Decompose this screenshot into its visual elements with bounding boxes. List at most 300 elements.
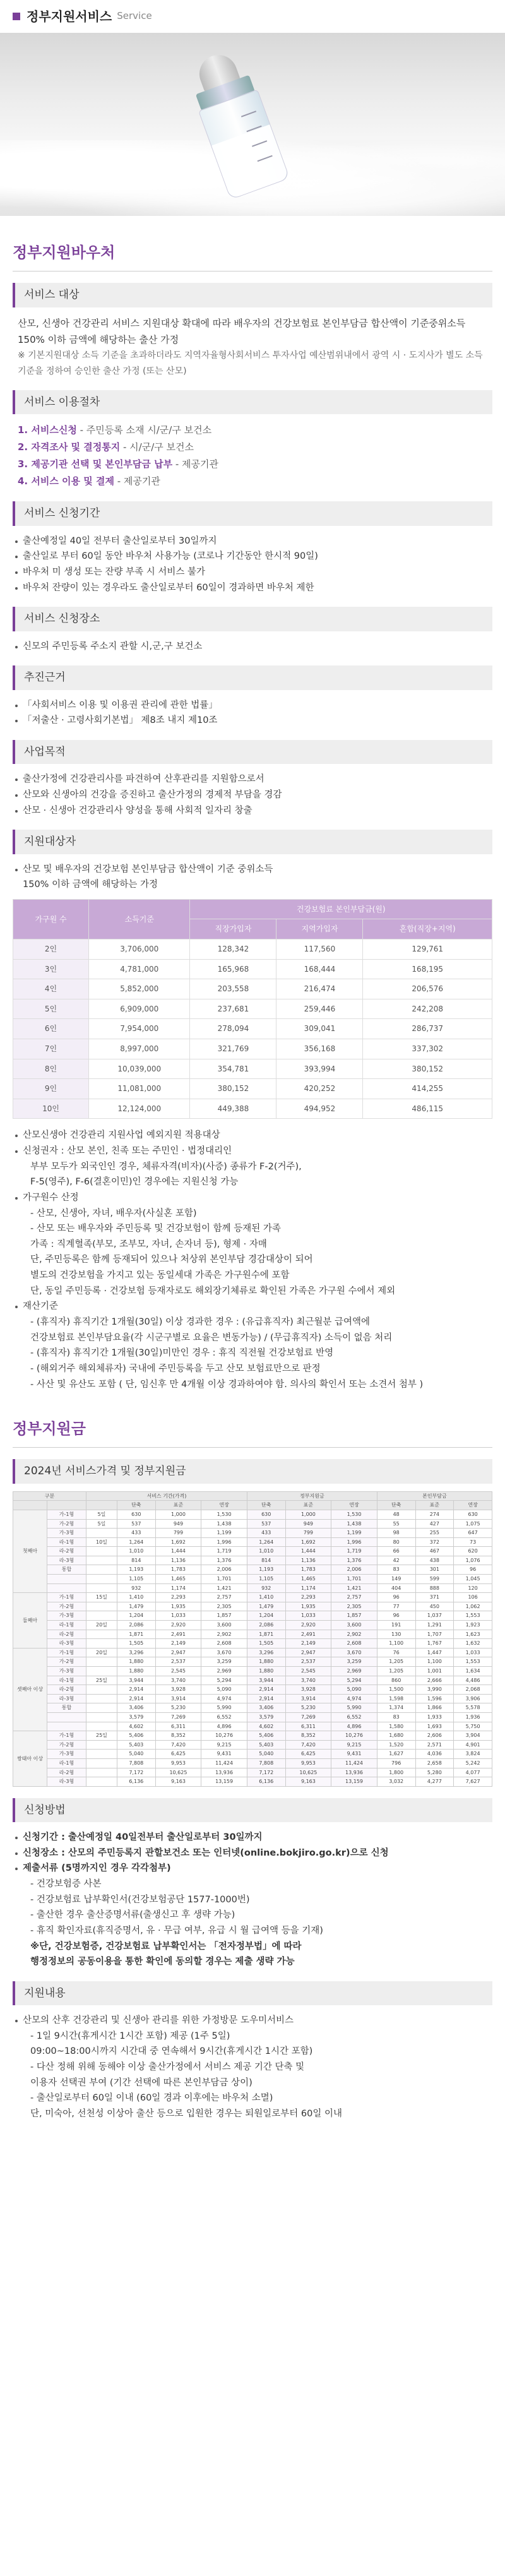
price-cell: 3,600 [201,1621,247,1630]
self-cell: 1,923 [454,1621,492,1630]
gov-cell: 3,740 [285,1676,331,1685]
price-level [47,1583,86,1593]
price-row [13,1639,492,1649]
price-row [13,1519,492,1529]
table-cell: 8,997,000 [89,1039,190,1059]
price-row [13,1685,492,1695]
price-days [86,1556,117,1565]
price-cell: 6,311 [155,1722,201,1731]
price-cell: 10,625 [155,1768,201,1777]
self-cell: 191 [377,1621,415,1630]
subsidy-section-title: 정부지원금 [13,1417,492,1448]
price-days [86,1639,117,1649]
self-cell: 5,750 [454,1722,492,1731]
self-cell: 1,866 [415,1703,454,1713]
price-days [86,1529,117,1538]
self-cell: 2,666 [415,1676,454,1685]
self-cell: 48 [377,1510,415,1519]
self-cell: 83 [377,1712,415,1722]
gov-cell: 433 [247,1529,285,1538]
price-cell: 2,537 [155,1657,201,1667]
price-days [86,1565,117,1575]
price-level: 라-1형 [47,1758,86,1768]
price-days [86,1583,117,1593]
gov-cell: 6,136 [247,1777,285,1787]
gov-cell: 3,600 [331,1621,377,1630]
list-item: 바우처 잔량이 있는 경우라도 출산일로부터 60일이 경과하면 바우처 제한 [15,580,487,596]
period-title: 서비스 신청기간 [13,501,492,525]
price-cell: 3,296 [117,1648,155,1657]
gov-cell: 2,902 [331,1630,377,1639]
self-cell: 1,680 [377,1731,415,1741]
price-row [13,1740,492,1750]
procedure-steps [13,422,492,490]
gov-cell: 6,311 [285,1722,331,1731]
note-item: 건강보험료 본인부담요율(각 시군구별로 요율은 변동가능) / (무급휴직자) 소득이 없음 처리 [30,1332,393,1343]
procedure-section [13,390,492,490]
note-item: 단, 주민등록은 함께 등재되어 있으나 처상위 본인부담 경감대상이 되어 [30,1255,313,1265]
table-cell: 486,115 [363,1099,492,1119]
price-table [13,1491,492,1787]
table-row [13,1079,492,1099]
price-days: 25일 [86,1731,117,1741]
gov-cell: 537 [247,1519,285,1529]
price-cell: 1,880 [117,1667,155,1676]
note-item: ※단, 건강보험증, 건강보험료 납부확인서는 「전자정부법」에 따라 [30,1941,302,1952]
gov-cell: 3,928 [285,1685,331,1695]
self-cell: 467 [415,1547,454,1556]
self-cell: 3,032 [377,1777,415,1787]
self-cell: 427 [415,1519,454,1529]
gov-cell: 5,294 [331,1676,377,1685]
table-cell: 206,576 [363,979,492,999]
price-cell: 1,136 [155,1556,201,1565]
self-cell: 1,627 [377,1750,415,1759]
note-item: 별도의 건강보험을 가지고 있는 동일세대 가족은 가구원수에 포함 [30,1270,290,1281]
procedure-step [18,473,487,490]
table-cell: 420,252 [276,1079,363,1099]
list-item: 출산일로 부터 60일 동안 바우처 사용가능 (코로나 기간동안 한시적 90일) [15,549,487,564]
gov-cell: 3,579 [247,1712,285,1722]
price-cell: 2,491 [155,1630,201,1639]
support-title: 지원내용 [13,1981,492,2005]
price-subhead: 연장 [454,1501,492,1510]
gov-cell: 2,006 [331,1565,377,1575]
price-row [13,1621,492,1630]
gov-cell: 1,174 [285,1583,331,1593]
self-cell: 42 [377,1556,415,1565]
note-item: - 건강보험증 사본 [30,1879,102,1889]
table-cell: 414,255 [363,1079,492,1099]
purpose-list [13,772,492,818]
table-cell: 354,781 [190,1059,276,1079]
gov-cell: 1,871 [247,1630,285,1639]
voucher-section-title: 정부지원바우처 [13,241,492,271]
price-cell: 814 [117,1556,155,1565]
price-cell: 9,953 [155,1758,201,1768]
note-item: 신청장소 : 산모의 주민등록지 관할보건소 또는 인터넷(online.bokjiro.go.kr)으로 신청 [15,1846,487,1861]
price-group: 셋째아 이상 [13,1648,47,1731]
note-item: 가구원수 산정 [15,1190,487,1206]
price-level: 라-3형 [47,1639,86,1649]
note-item: 단, 미숙아, 선천성 이상아 출산 등으로 입원한 경우는 퇴원일로부터 60일 이내 [30,2109,342,2120]
gov-cell: 1,421 [331,1583,377,1593]
self-cell: 4,486 [454,1676,492,1685]
self-cell: 4,277 [415,1777,454,1787]
price-cell: 1,719 [201,1547,247,1556]
price-cell: 7,808 [117,1758,155,1768]
eligible-notes [13,1128,492,1392]
price-days: 20일 [86,1648,117,1657]
gov-cell: 2,537 [285,1657,331,1667]
price-row [13,1758,492,1768]
gov-cell: 1,204 [247,1611,285,1621]
self-cell: 130 [377,1630,415,1639]
price-cell: 2,608 [201,1639,247,1649]
gov-cell: 13,159 [331,1777,377,1787]
place-section [13,607,492,654]
table-row [13,1059,492,1079]
table-cell: 337,302 [363,1039,492,1059]
gov-cell: 5,990 [331,1703,377,1713]
col-workplace: 직장가입자 [190,919,276,939]
table-cell: 203,558 [190,979,276,999]
header-subtitle: Service [117,10,152,22]
self-cell: 620 [454,1547,492,1556]
self-cell: 1,075 [454,1519,492,1529]
self-cell: 73 [454,1537,492,1547]
note-item: 행정정보의 공동이용을 통한 확인에 동의할 경우는 제출 생략 가능 [30,1957,295,1967]
gov-cell: 9,163 [285,1777,331,1787]
gov-cell: 2,914 [247,1694,285,1703]
eligible-intro-2: 150% 이하 금액에 해당하는 가정 [23,880,158,890]
table-cell: 168,195 [363,959,492,979]
price-cell: 1,505 [117,1639,155,1649]
price-cell: 3,406 [117,1703,155,1713]
table-cell: 10인 [13,1099,89,1119]
step-value: - 시/군/구 보건소 [120,441,194,453]
note-item: 이용자 선택권 부여 (기간 선택에 따른 본인부담금 상이) [30,2077,252,2088]
price-days [86,1602,117,1611]
price-cell: 2,914 [117,1694,155,1703]
place-title: 서비스 신청장소 [13,607,492,631]
list-item: 출산예정일 40일 전부터 출산일로부터 30일까지 [15,534,487,549]
self-cell: 301 [415,1565,454,1575]
price-level: 가-3형 [47,1611,86,1621]
self-cell: 1,447 [415,1648,454,1657]
price-row [13,1547,492,1556]
self-cell: 80 [377,1537,415,1547]
price-col-self: 본인부담금 [377,1491,492,1501]
self-cell: 55 [377,1519,415,1529]
step-value: - 주민등록 소재 시/군/구 보건소 [76,424,212,436]
price-row [13,1529,492,1538]
gov-cell: 1,010 [247,1547,285,1556]
table-cell: 380,152 [190,1079,276,1099]
price-subhead: 단축 [247,1501,285,1510]
self-cell: 1,500 [377,1685,415,1695]
price-cell: 1,421 [201,1583,247,1593]
table-cell: 2인 [13,939,89,959]
price-cell: 2,757 [201,1593,247,1602]
price-cell: 1,871 [117,1630,155,1639]
gov-cell: 5,230 [285,1703,331,1713]
price-row [13,1593,492,1602]
table-cell: 128,342 [190,939,276,959]
price-subhead-blank [13,1501,47,1510]
table-cell: 168,444 [276,959,363,979]
self-cell: 98 [377,1529,415,1538]
price-cell: 1,199 [201,1529,247,1538]
price-days [86,1750,117,1759]
self-cell: 3,990 [415,1685,454,1695]
price-subhead: 연장 [331,1501,377,1510]
price-level: 가-1형 [47,1510,86,1519]
price-col-type: 구분 [13,1491,86,1501]
price-cell: 4,896 [201,1722,247,1731]
note-item: - (해외거주 해외체류자) 국내에 주민등록을 두고 산모 보험료만으로 판정 [30,1363,321,1374]
note-item: - 출산일로부터 60일 이내 (60일 경과 이후에는 바우처 소멸) [30,2093,273,2104]
price-cell: 1,264 [117,1537,155,1547]
purpose-section [13,740,492,818]
price-cell: 1,193 [117,1565,155,1575]
gov-cell: 1,033 [285,1611,331,1621]
apply-section [13,1798,492,1970]
gov-cell: 7,172 [247,1768,285,1777]
price-cell: 1,935 [155,1602,201,1611]
self-cell: 96 [377,1611,415,1621]
price-subhead: 표준 [415,1501,454,1510]
gov-cell: 1,692 [285,1537,331,1547]
price-row [13,1602,492,1611]
self-cell: 4,077 [454,1768,492,1777]
self-cell: 888 [415,1583,454,1593]
procedure-title: 서비스 이용절차 [13,390,492,414]
price-cell: 13,159 [201,1777,247,1787]
self-cell: 5,242 [454,1758,492,1768]
table-row [13,939,492,959]
table-cell: 393,994 [276,1059,363,1079]
self-cell: 1,100 [377,1639,415,1649]
table-cell: 9인 [13,1079,89,1099]
gov-cell: 2,149 [285,1639,331,1649]
price-cell: 1,783 [155,1565,201,1575]
price-cell: 7,420 [155,1740,201,1750]
self-cell: 3,906 [454,1694,492,1703]
price-cell: 1,444 [155,1547,201,1556]
price-cell: 1,465 [155,1575,201,1584]
table-cell: 278,094 [190,1019,276,1039]
self-cell: 1,596 [415,1694,454,1703]
note-item: - 다산 정해 위해 동해야 이상 출산가정에서 서비스 제공 기간 단축 및 [30,2062,305,2073]
self-cell: 1,623 [454,1630,492,1639]
self-cell: 1,598 [377,1694,415,1703]
price-level: 가-3형 [47,1529,86,1538]
self-cell: 1,520 [377,1740,415,1750]
price-cell: 932 [117,1583,155,1593]
self-cell: 149 [377,1575,415,1584]
self-cell: 66 [377,1547,415,1556]
self-cell: 1,553 [454,1611,492,1621]
gov-cell: 9,953 [285,1758,331,1768]
price-cell: 1,692 [155,1537,201,1547]
price-cell: 3,944 [117,1676,155,1685]
price-row [13,1583,492,1593]
gov-cell: 2,086 [247,1621,285,1630]
price-cell: 1,033 [155,1611,201,1621]
price-days: 10일 [86,1537,117,1547]
price-row [13,1768,492,1777]
hero-image-baby-bottle [0,33,505,216]
price-days: 5일 [86,1510,117,1519]
procedure-step [18,439,487,456]
price-level: 라-3형 [47,1694,86,1703]
price-cell: 5,403 [117,1740,155,1750]
self-cell: 404 [377,1583,415,1593]
note-item: 재산기준 [15,1299,487,1315]
price-cell: 3,670 [201,1648,247,1657]
self-cell: 1,580 [377,1722,415,1731]
table-cell: 10,039,000 [89,1059,190,1079]
price-cell: 8,352 [155,1731,201,1741]
self-cell: 2,658 [415,1758,454,1768]
gov-cell: 1,479 [247,1602,285,1611]
price-days [86,1703,117,1713]
self-cell: 77 [377,1602,415,1611]
price-subhead-days [86,1501,117,1510]
gov-cell: 1,505 [247,1639,285,1649]
price-cell: 1,174 [155,1583,201,1593]
table-cell: 11,081,000 [89,1079,190,1099]
table-cell: 309,041 [276,1019,363,1039]
price-cell: 4,974 [201,1694,247,1703]
gov-cell: 814 [247,1556,285,1565]
table-cell: 356,168 [276,1039,363,1059]
note-item: - 휴직 확인자료(휴직증명서, 유 · 무급 여부, 유급 시 월 급여액 등을 기재) [30,1925,323,1936]
price-row [13,1565,492,1575]
header-square-icon [13,13,20,20]
purpose-title: 사업목적 [13,740,492,764]
table-cell: 494,952 [276,1099,363,1119]
self-cell: 796 [377,1758,415,1768]
col-income: 소득기준 [89,899,190,939]
note-item: - 출산한 경우 출산증명서류(출생신고 후 생략 가능) [30,1910,235,1921]
price-row [13,1657,492,1667]
gov-cell: 7,808 [247,1758,285,1768]
price-subhead: 단축 [117,1501,155,1510]
gov-cell: 2,293 [285,1593,331,1602]
step-key: 4. 서비스 이용 및 결제 [18,475,114,487]
price-level: 라-3형 [47,1556,86,1565]
price-days: 15일 [86,1593,117,1602]
price-level: 라-3형 [47,1777,86,1787]
price-cell: 630 [117,1510,155,1519]
price-level: 라-2형 [47,1547,86,1556]
gov-cell: 1,880 [247,1667,285,1676]
price-cell: 1,996 [201,1537,247,1547]
self-cell: 1,205 [377,1667,415,1676]
step-key: 2. 자격조사 및 결정통지 [18,441,121,453]
gov-cell: 13,936 [331,1768,377,1777]
gov-cell: 1,376 [331,1556,377,1565]
price-cell: 2,149 [155,1639,201,1649]
gov-cell: 2,969 [331,1667,377,1676]
price-level: 라-1형 [47,1537,86,1547]
gov-cell: 3,296 [247,1648,285,1657]
gov-cell: 799 [285,1529,331,1538]
price-days [86,1611,117,1621]
self-cell: 7,627 [454,1777,492,1787]
price-days: 20일 [86,1621,117,1630]
price-cell: 5,090 [201,1685,247,1695]
note-item: 단, 동일 주민등록 · 건강보험 등재자로도 해외장기체류로 확인된 가족은 가구원 수에서 제외 [30,1285,396,1296]
gov-cell: 1,000 [285,1510,331,1519]
price-cell: 537 [117,1519,155,1529]
price-row [13,1722,492,1731]
gov-cell: 3,944 [247,1676,285,1685]
note-item: 산모의 산후 건강관리 및 신생아 관리를 위한 가정방문 도우미서비스 [15,2013,487,2029]
price-cell: 4,602 [117,1722,155,1731]
table-row [13,999,492,1019]
gov-cell: 4,974 [331,1694,377,1703]
price-level: 가-2형 [47,1740,86,1750]
self-cell: 5,578 [454,1703,492,1713]
self-cell: 1,800 [377,1768,415,1777]
price-cell: 2,914 [117,1685,155,1695]
price-cell: 1,010 [117,1547,155,1556]
price-level: 가-3형 [47,1667,86,1676]
gov-cell: 7,420 [285,1740,331,1750]
gov-cell: 10,625 [285,1768,331,1777]
table-cell: 3,706,000 [89,939,190,959]
gov-cell: 3,406 [247,1703,285,1713]
self-cell: 438 [415,1556,454,1565]
self-cell: 1,001 [415,1667,454,1676]
gov-cell: 1,701 [331,1575,377,1584]
price-row [13,1694,492,1703]
table-cell: 237,681 [190,999,276,1019]
table-cell: 6,909,000 [89,999,190,1019]
self-cell: 5,280 [415,1768,454,1777]
self-cell: 4,036 [415,1750,454,1759]
price-cell: 3,928 [155,1685,201,1695]
price-cell: 5,230 [155,1703,201,1713]
gov-cell: 1,199 [331,1529,377,1538]
basis-title: 추진근거 [13,665,492,689]
price-cell: 3,579 [117,1712,155,1722]
price-cell: 9,431 [201,1750,247,1759]
place-list [13,639,492,655]
self-cell: 1,033 [454,1648,492,1657]
apply-title: 신청방법 [13,1798,492,1822]
price-level: 가-2형 [47,1519,86,1529]
self-cell: 3,904 [454,1731,492,1741]
gov-cell: 1,530 [331,1510,377,1519]
list-item: 신모의 주민등록 주소지 관할 시,군,구 보건소 [15,639,487,655]
self-cell: 1,707 [415,1630,454,1639]
gov-cell: 3,914 [285,1694,331,1703]
list-item: 산모 · 신생아 건강관리사 양성을 통해 사회적 일자리 창출 [15,803,487,819]
self-cell: 3,824 [454,1750,492,1759]
table-cell: 12,124,000 [89,1099,190,1119]
gov-cell: 1,438 [331,1519,377,1529]
self-cell: 630 [454,1510,492,1519]
table-cell: 5인 [13,999,89,1019]
price-days [86,1722,117,1731]
self-cell: 1,037 [415,1611,454,1621]
gov-cell: 932 [247,1583,285,1593]
step-key: 1. 서비스신청 [18,424,77,436]
